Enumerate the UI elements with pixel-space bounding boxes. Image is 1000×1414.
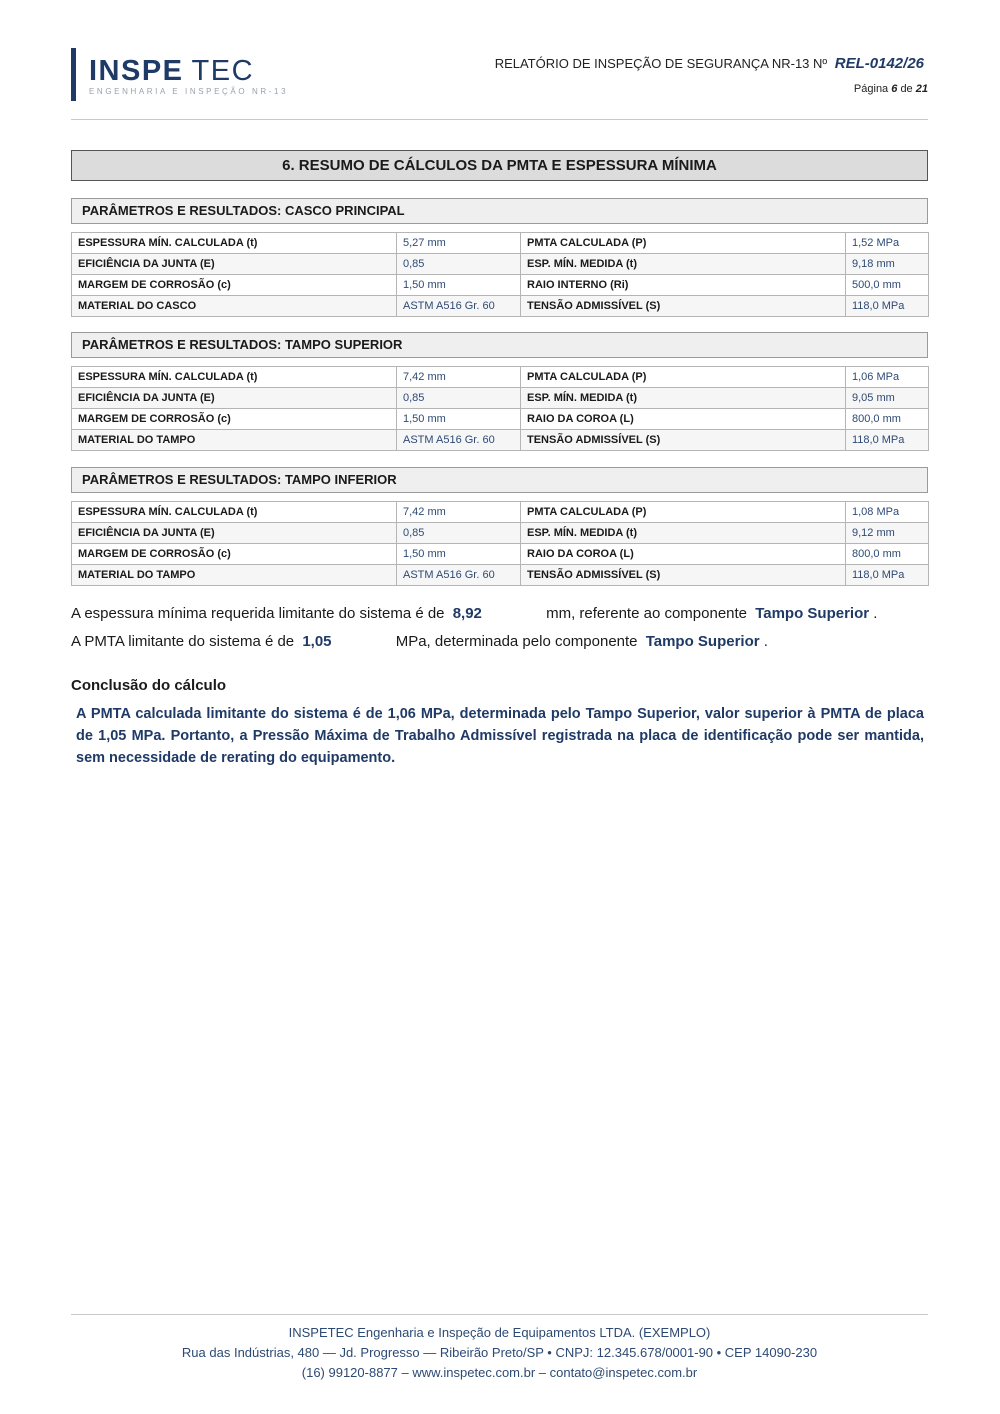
company-logo [89,54,254,88]
param-label: ESP. MÍN. MEDIDA (t) [521,254,846,275]
param-label: TENSÃO ADMISSÍVEL (S) [521,296,846,317]
param-label: ESPESSURA MÍN. CALCULADA (t) [72,367,397,388]
table-row [72,367,929,388]
param-label: EFICIÊNCIA DA JUNTA (E) [72,523,397,544]
report-title [495,55,924,72]
page-footer [71,1323,928,1383]
param-value: 0,85 [397,388,521,409]
table-row [72,430,929,451]
param-label: ESP. MÍN. MEDIDA (t) [521,523,846,544]
parameters-table [71,366,929,451]
parameters-table [71,232,929,317]
logo-wordmark-part2: TEC [191,55,255,87]
param-label: RAIO DA COROA (L) [521,409,846,430]
param-value: 800,0 mm [846,544,929,565]
table-row [72,388,929,409]
param-value: ASTM A516 Gr. 60 [397,565,521,586]
param-label: RAIO INTERNO (Ri) [521,275,846,296]
table-row [72,544,929,565]
summary-text: A PMTA limitante do sistema é de [71,633,295,650]
parameters-block-tampo-inferior [71,467,928,586]
table-row [72,565,929,586]
conclusion-title: Conclusão do cálculo [71,677,227,694]
limiting-pmta-value: 1,05 [302,633,332,650]
block-title: PARÂMETROS E RESULTADOS: TAMPO SUPERIOR [71,332,928,358]
param-value: 500,0 mm [846,275,929,296]
param-value: 1,50 mm [397,544,521,565]
limiting-component: Tampo Superior [645,633,760,650]
table-row [72,296,929,317]
param-label: PMTA CALCULADA (P) [521,502,846,523]
param-label: MARGEM DE CORROSÃO (c) [72,275,397,296]
param-label: MATERIAL DO CASCO [72,296,397,317]
table-row [72,409,929,430]
summary-thickness [71,605,877,622]
logo-subtitle: ENGENHARIA E INSPEÇÃO NR-13 [89,87,289,96]
page-header [71,46,928,120]
param-label: MARGEM DE CORROSÃO (c) [72,409,397,430]
block-title: PARÂMETROS E RESULTADOS: CASCO PRINCIPAL [71,198,928,224]
param-label: ESPESSURA MÍN. CALCULADA (t) [72,502,397,523]
param-value: 0,85 [397,523,521,544]
table-row [72,523,929,544]
page-of: de [900,83,913,95]
section-title: 6. RESUMO DE CÁLCULOS DA PMTA E ESPESSURA MÍNIMA [71,150,928,181]
parameters-block-tampo-superior [71,332,928,451]
param-label: MATERIAL DO TAMPO [72,430,397,451]
table-row [72,254,929,275]
block-title: PARÂMETROS E RESULTADOS: TAMPO INFERIOR [71,467,928,493]
param-value: 118,0 MPa [846,430,929,451]
page-prefix: Página [853,83,889,95]
param-label: EFICIÊNCIA DA JUNTA (E) [72,254,397,275]
param-value: 9,12 mm [846,523,929,544]
header-divider [71,119,928,120]
report-number: REL-0142/26 [834,55,924,72]
param-label: TENSÃO ADMISSÍVEL (S) [521,430,846,451]
logo-wordmark-part1: INSPE [89,55,184,87]
summary-text: mm, referente ao componente [546,605,748,622]
summary-pmta [71,633,768,650]
param-label: PMTA CALCULADA (P) [521,367,846,388]
param-value: 7,42 mm [397,502,521,523]
summary-text: MPa, determinada pelo componente [395,633,638,650]
summary-text: . [873,605,878,622]
param-value: 9,18 mm [846,254,929,275]
page-total: 21 [915,83,928,95]
param-value: 0,85 [397,254,521,275]
page-indicator [854,83,928,95]
param-value: 118,0 MPa [846,296,929,317]
param-value: 1,08 MPa [846,502,929,523]
parameters-block-casco [71,198,928,317]
limiting-component: Tampo Superior [755,605,870,622]
footer-company: INSPETEC Engenharia e Inspeção de Equipamentos LTDA. (EXEMPLO) [288,1325,711,1340]
limiting-thickness-value: 8,92 [452,605,482,622]
conclusion-text: A PMTA calculada limitante do sistema é de 1,06 MPa, determinada pelo Tampo Superior, valor superior à PMTA de placa de 1,05 MPa. Portanto, a Pressão Máxima de Trabalho Admissível registrada na placa de identificação pode ser mantida, sem necessidade de rerating do equipamento. [76,706,924,766]
param-label: EFICIÊNCIA DA JUNTA (E) [72,388,397,409]
footer-contact: (16) 99120-8877 – www.inspetec.com.br – contato@inspetec.com.br [301,1365,698,1380]
param-value: 1,50 mm [397,409,521,430]
summary-text: . [763,633,768,650]
logo-accent-bar [71,48,76,101]
param-label: MARGEM DE CORROSÃO (c) [72,544,397,565]
param-label: PMTA CALCULADA (P) [521,233,846,254]
param-value: 118,0 MPa [846,565,929,586]
table-row [72,502,929,523]
param-label: MATERIAL DO TAMPO [72,565,397,586]
page-current: 6 [891,83,898,95]
summary-text: A espessura mínima requerida limitante do sistema é de [71,605,445,622]
param-value: 5,27 mm [397,233,521,254]
footer-address: Rua das Indústrias, 480 — Jd. Progresso — Ribeirão Preto/SP • CNPJ: 12.345.678/0001-90 • CEP 14090-230 [181,1345,818,1360]
param-label: ESPESSURA MÍN. CALCULADA (t) [72,233,397,254]
param-value: 800,0 mm [846,409,929,430]
param-label: RAIO DA COROA (L) [521,544,846,565]
param-label: ESP. MÍN. MEDIDA (t) [521,388,846,409]
footer-divider [71,1314,928,1315]
param-value: 1,52 MPa [846,233,929,254]
param-value: 9,05 mm [846,388,929,409]
table-row [72,233,929,254]
table-row [72,275,929,296]
param-value: 7,42 mm [397,367,521,388]
param-value: ASTM A516 Gr. 60 [397,430,521,451]
param-value: 1,06 MPa [846,367,929,388]
report-label: RELATÓRIO DE INSPEÇÃO DE SEGURANÇA NR-13 Nº [494,56,828,71]
param-label: TENSÃO ADMISSÍVEL (S) [521,565,846,586]
parameters-table [71,501,929,586]
param-value: 1,50 mm [397,275,521,296]
param-value: ASTM A516 Gr. 60 [397,296,521,317]
